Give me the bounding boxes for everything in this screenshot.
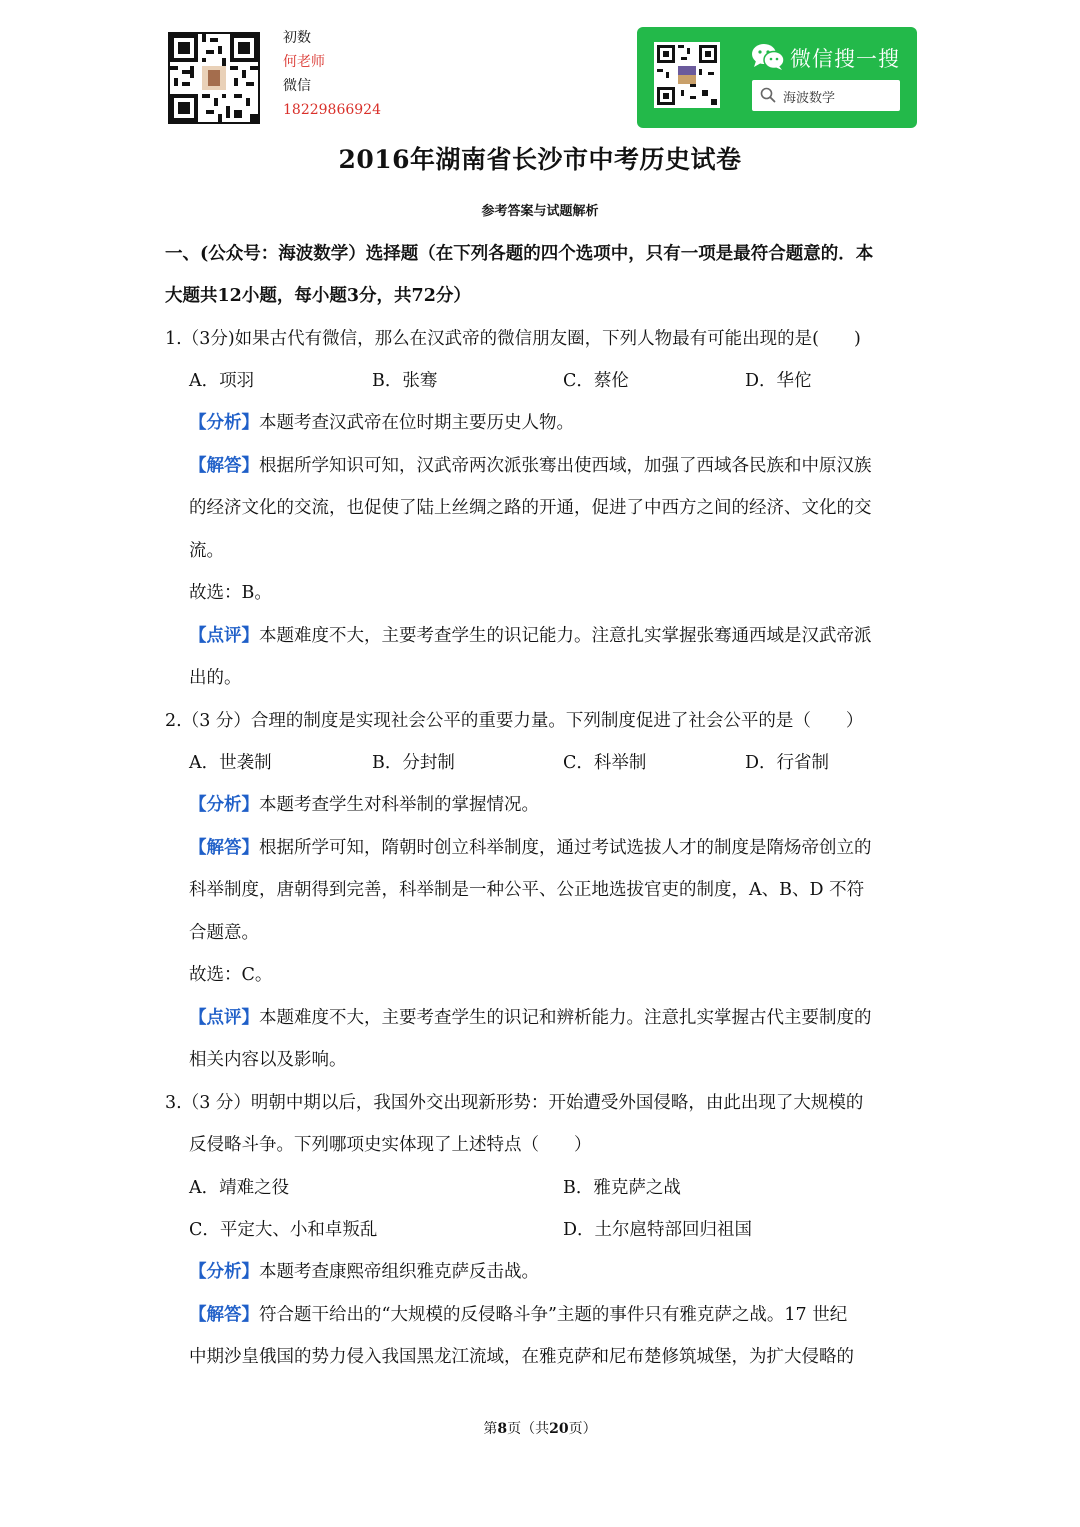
search-icon <box>760 87 776 103</box>
contact-line-1: 初数 <box>283 30 311 46</box>
question-1-comment-line-1: 本题难度不大，主要考查学生的识记能力。注意扎实掌握张骞通西域是汉武帝派 <box>259 626 872 646</box>
question-1-analysis-text: 本题考查汉武帝在位时期主要历史人物。 <box>259 413 574 433</box>
question-1-option-d: D．华佗 <box>745 371 812 391</box>
section-heading-line-2: 大题共12小题，每小题3分，共72分） <box>165 286 471 306</box>
section-heading-line-1: 一、(公众号：海波数学）选择题（在下列各题的四个选项中，只有一项是最符合题意的．本 <box>165 244 874 264</box>
page-title: 2016年湖南省长沙市中考历史试卷 <box>338 145 742 174</box>
question-1-analysis <box>189 409 574 434</box>
page-footer <box>0 1418 1080 1438</box>
contact-line-3: 微信 <box>283 78 311 94</box>
analysis-tag: 【分析】 <box>189 1262 259 1282</box>
question-3-analysis-text: 本题考查康熙帝组织雅克萨反击战。 <box>259 1262 539 1282</box>
question-1-stem: 1.（3分)如果古代有微信，那么在汉武帝的微信朋友圈，下列人物最有可能出现的是( ) <box>165 329 861 349</box>
question-1-option-b: B．张骞 <box>372 371 438 391</box>
question-3-answer-line-2: 中期沙皇俄国的势力侵入我国黑龙江流域，在雅克萨和尼布楚修筑城堡，为扩大侵略的 <box>189 1347 854 1367</box>
question-1-answer <box>189 452 872 477</box>
question-1-answer-line-3: 流。 <box>189 541 224 561</box>
question-2-analysis-text: 本题考查学生对科举制的掌握情况。 <box>259 795 539 815</box>
question-2-analysis <box>189 791 539 816</box>
footer-suffix: 页） <box>568 1421 597 1437</box>
question-3-option-c: C．平定大、小和卓叛乱 <box>189 1220 378 1240</box>
question-3-stem-line-1: 3.（3 分）明朝中期以后，我国外交出现新形势：开始遭受外国侵略，由此出现了大规模的 <box>165 1093 864 1113</box>
question-2-option-c: C．科举制 <box>563 753 647 773</box>
wechat-search-text: 海波数学 <box>783 91 836 106</box>
question-2-comment <box>189 1004 872 1029</box>
question-2-comment-line-1: 本题难度不大，主要考查学生的识记和辨析能力。注意扎实掌握古代主要制度的 <box>259 1008 872 1028</box>
question-1-choice: 故选：B。 <box>189 583 272 603</box>
question-3-option-a: A．靖难之役 <box>189 1178 290 1198</box>
question-3-option-b: B．雅克萨之战 <box>563 1178 681 1198</box>
question-1-answer-line-1: 根据所学知识可知，汉武帝两次派张骞出使西域，加强了西域各民族和中原汉族 <box>259 456 872 476</box>
question-3-stem-line-2: 反侵略斗争。下列哪项史实体现了上述特点（ ） <box>189 1135 592 1155</box>
wechat-logo-icon <box>751 43 785 71</box>
question-1-comment <box>189 622 872 647</box>
contact-phone: 18229866924 <box>283 102 381 118</box>
question-3-answer <box>189 1301 847 1326</box>
comment-tag: 【点评】 <box>189 1008 259 1028</box>
footer-prefix: 第 <box>483 1421 498 1437</box>
question-2-choice: 故选：C。 <box>189 965 273 985</box>
question-1-comment-line-2: 出的。 <box>189 668 242 688</box>
question-2-answer <box>189 834 872 859</box>
question-2-option-a: A．世袭制 <box>189 753 272 773</box>
question-3-option-d: D．土尔扈特部回归祖国 <box>563 1220 753 1240</box>
analysis-tag: 【分析】 <box>189 795 259 815</box>
question-1-answer-line-2: 的经济文化的交流，也促使了陆上丝绸之路的开通，促进了中西方之间的经济、文化的交 <box>189 498 872 518</box>
question-2-option-d: D．行省制 <box>745 753 830 773</box>
page-subtitle: 参考答案与试题解析 <box>481 204 599 219</box>
question-2-option-b: B．分封制 <box>372 753 455 773</box>
qr-code-wechat <box>654 42 720 108</box>
answer-tag: 【解答】 <box>189 838 259 858</box>
wechat-brand-text: 微信搜一搜 <box>790 47 900 71</box>
question-1-option-a: A．项羽 <box>189 371 255 391</box>
question-2-answer-line-1: 根据所学可知，隋朝时创立科举制度，通过考试选拔人才的制度是隋炀帝创立的 <box>259 838 872 858</box>
wechat-search-box <box>752 80 900 111</box>
contact-info <box>283 26 381 122</box>
footer-total-pages: 20 <box>549 1421 569 1437</box>
contact-teacher-name: 何老师 <box>283 54 325 70</box>
question-2-comment-line-2: 相关内容以及影响。 <box>189 1050 347 1070</box>
wechat-search-badge <box>637 27 917 128</box>
footer-middle: 页（共 <box>507 1421 550 1437</box>
question-2-answer-line-3: 合题意。 <box>189 923 259 943</box>
question-2-stem: 2.（3 分）合理的制度是实现社会公平的重要力量。下列制度促进了社会公平的是（ ） <box>165 711 864 731</box>
analysis-tag: 【分析】 <box>189 413 259 433</box>
question-3-answer-line-1: 符合题干给出的“大规模的反侵略斗争”主题的事件只有雅克萨之战。17 世纪 <box>259 1305 848 1325</box>
comment-tag: 【点评】 <box>189 626 259 646</box>
question-3-analysis <box>189 1258 539 1283</box>
qr-code-teacher <box>168 32 260 124</box>
answer-tag: 【解答】 <box>189 456 259 476</box>
footer-page-number: 8 <box>497 1421 508 1437</box>
question-2-answer-line-2: 科举制度，唐朝得到完善，科举制是一种公平、公正地选拔官吏的制度，A、B、D 不符 <box>189 880 865 900</box>
question-1-option-c: C．蔡伦 <box>563 371 629 391</box>
answer-tag: 【解答】 <box>189 1305 259 1325</box>
